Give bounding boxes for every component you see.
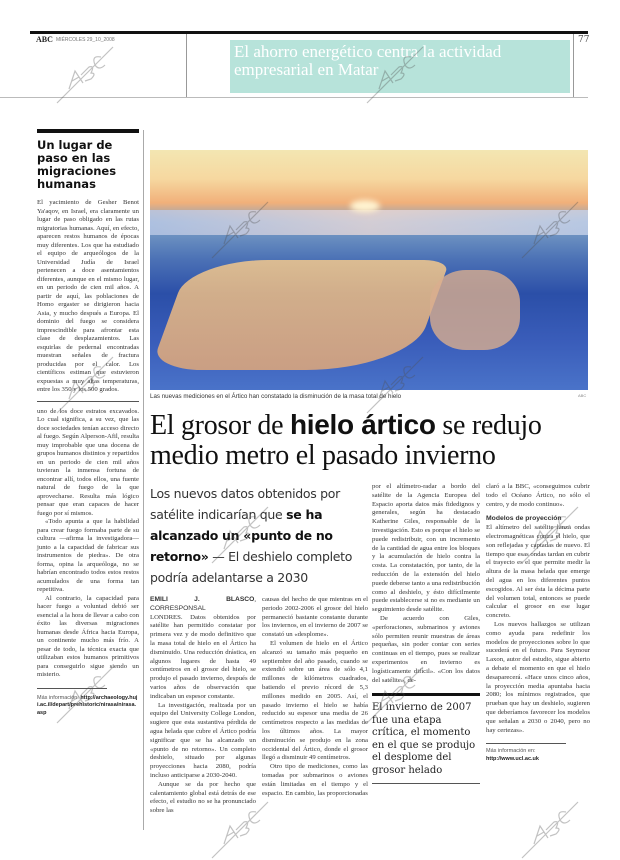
header-rule (30, 31, 588, 34)
melt-water (430, 270, 520, 350)
paragraph: El yacimiento de Gesher Benot Ya'aqov, en Israel, era claramente un lugar de paso obligado en las rutas migratorias humanas. Aquí, en efecto, aparecen restos humanos de épocas muy diferentes. Los que ha estudiado el equipo de arqueólogos de la Universidad Judía de Israel pertenecen a doce asentamientos diferentes, aunque en el mismo lugar, en un periodo de cien mil años. A partir de aquí, las poblaciones de Homo ergaster se dirigieron hacia Asia, y mucho después a Europa. El dominio del fuego se considera imprescindible para afrontar esta clase de desplazamientos. Las esquirlas de pedernal encontradas muestran señales de fractura producidas por el calor. Los científicos estiman que estuvieron expuestas a muy altas temperaturas, entre los 350 y los 500 grados. (37, 199, 139, 393)
sidebar-bar (37, 129, 139, 133)
deck-part: Los nuevos datos obtenidos por satélite indicarían que (150, 486, 340, 522)
paragraph: LONDRES. Datos obtenidos por satélite han permitido constatar por primera vez y de modo definitivo que la masa total de hielo en el Ártico ha disminuido. Una reducción drástica, en algunos lugares de hasta 49 centímetros en el grosor del hielo, se produjo el pasado invierno, después de varios años de observación que indicaban un espesor constante. (150, 613, 256, 700)
pull-quote-bar (372, 693, 480, 696)
paragraph: causas del hecho de que mientras en el periodo 2002-2006 el grosor del hielo permaneció bastante constante durante los inviernos, en el invierno de 2007 se constató un «desplome». (262, 596, 368, 639)
watermark-logo (55, 45, 115, 105)
deck-bold: se ha alcanzado un «punto de no retorno» (150, 507, 333, 564)
more-info (37, 695, 139, 718)
paragraph: El altímetro del satélite lanza ondas electromagnéticas contra el hielo, que son reflejadas y captadas de nuevo. El tiempo que esas ondas tardan en cubrir el trayecto es el que permite medir la altura de la masa helada que emerge del agua en los diferentes puntos escogidos. Al ser ésta la décima parte del volumen total, entonces se puede calcular el grosor en ese lugar concreto. (486, 524, 590, 620)
subheading: Modelos de proyección (486, 515, 562, 523)
paragraph: El volumen de hielo en el Ártico alcanzó su tamaño más pequeño en septiembre del año pasado, cuando se extendió sobre un área de sólo 4,1 millones de kilómetros cuadrados, batiendo el previo récord de 5,3 millones medido en 2005. Así, el pasado invierno el hielo se había reducido su espesor una media de 26 centímetros respecto a las medidas de los últimos años. La mayor disminución se produjo en la zona occidental del Ártico, donde el grosor llegó a disminuir 49 centímetros. (262, 639, 368, 762)
sidebar-body (37, 199, 139, 680)
article-right-columns (372, 483, 590, 816)
pull-quote-text: El invierno de 2007 fue una etapa crítica, el momento en el que se produjo el desplome del grosor helado (372, 702, 476, 776)
article-body (150, 483, 590, 816)
article-left-columns (150, 596, 368, 816)
sidebar-title: Un lugar de paso en las migraciones humanas (37, 138, 117, 191)
article-column-3 (372, 483, 480, 685)
headline-part: El grosor de (150, 410, 290, 441)
more-label: Más información: (37, 694, 79, 701)
more-info (486, 743, 566, 763)
paragraph: Los nuevos hallazgos se utilizan como ayuda para redefinir los modelos de proyecciones sobre lo que sucederá en el futuro. Para Seymour Laxon, autor del estudio, sigue abierto a debate el momento en que el hielo desaparecerá. «Hace unos cinco años, la proyección media apuntaba hacia 2080; los mínimos registrados, que prueban que hay un deshielo, sugieren que deberíamos favorecer los modelos que señalan a 2030 o 2040, pero no hay certezas». (486, 620, 590, 734)
arctic-photo (150, 150, 588, 390)
byline: EMILI J. BLASCO (150, 596, 255, 603)
issue-date: MIÉRCOLES 29_10_2008 (56, 37, 115, 43)
sun (350, 200, 380, 212)
more-label: Más información en: (486, 748, 536, 755)
divider (37, 688, 107, 689)
article (150, 410, 590, 816)
more-link[interactable]: http://www.ucl.ac.uk (486, 755, 539, 762)
article-left (150, 483, 368, 816)
paragraph: Otro tipo de mediciones, como las tomadas por submarinos o aviones están limitadas en el tiempo y el espacio. En cambio, las proporcionadas (262, 763, 368, 797)
more-link[interactable]: http://archaeology.huji.ac.il/depart/prehistoric/nirasa/nirasa.asp (37, 694, 138, 716)
paragraph: Aunque se da por hecho que calentamiento global está detrás de ese efecto, el estudio no se ha pronunciado sobre las (150, 780, 256, 815)
divider (486, 743, 566, 744)
photo-credit: ABC (578, 393, 587, 398)
deck (150, 483, 368, 588)
byline-role: CORRESPONSAL (150, 604, 206, 612)
divider (0, 97, 588, 98)
article-column-3-wrap (372, 483, 480, 816)
melt-water (150, 260, 450, 370)
divider (186, 34, 187, 97)
headline-part: se redujo medio metro el pasado invierno (150, 410, 542, 471)
paragraph: «Todo apunta a que la habilidad para crear fuego formaba parte de su cultura —afirma la investigadora— junto a la capacidad de fabricar sus instrumentos de piedra». De otra forma, opina la arqueóloga, no se habrían encontrado todos estos restos acumulados de una forma tan repetitiva. (37, 518, 139, 593)
ice-horizon (150, 210, 588, 235)
divider (37, 401, 139, 402)
article-column-4 (486, 483, 590, 735)
photo-caption: Las nuevas mediciones en el Ártico han constatado la disminución de la masa total de hielo (150, 393, 402, 400)
paragraph: La investigación, realizada por un equipo del University College London, sugiere que esta sustantiva pérdida de agua helada que cubre el Ártico podría significar que se ha alcanzado un «punto de no retorno». Un completo deshielo, situado por algunas proyecciones hacia 2080, podría incluso anticiparse a 2030-2040. (150, 701, 256, 779)
paragraph: uno de los doce estratos excavados. Lo cual significa, a su vez, que las doce sociedades tenían acceso directo al fuego. Según Alperson-Afil, resulta muy improbable que una docena de grupos humanos distintos y repartidos en un periodo de cien mil años tuvieran la inmensa fortuna de encontrar allí, todos ellos, una fuente natural de fuego de la que aprovecharse. Resulta más lógico pensar que eran capaces de hacer fuego por sí mismos. (37, 407, 139, 517)
paragraph: Al contrario, la capacidad para hacer fuego a voluntad debió ser esencial a la hora de llevar a cabo con éxito las diversas migraciones humanas desde África hacia Europa, un continente mucho más frío. A pesar de todo, la técnica exacta que utilizaban estos humanos primitivos para conseguirlo sigue siendo un misterio. (37, 594, 139, 678)
page-number: 77 (578, 35, 590, 45)
article-column-2 (262, 596, 368, 816)
headline-bold: hielo ártico (289, 409, 436, 440)
brand-logo: ABC (36, 35, 53, 44)
paragraph: por el altímetro-radar a bordo del satélite de la Agencia Europea del Espacio aporta datos más fidedignos y generales, según ha destacado Katherine Giles, responsable de la investigación. Esto es porque el hielo se puede redistribuir, con un incremento de la cantidad de agua entre los bloques y la acumulación de hielo contra la costa. La constatación, por tanto, de la reducción de la extensión del hielo puede deberse tanto a una redistribución como al deshielo, y ésto difícilmente puede establecerse si no es mediante un seguimiento desde satélite. (372, 483, 480, 614)
divider (372, 783, 480, 784)
divider (573, 34, 574, 97)
deck-part: — El deshielo completo podría adelantarse a 2030 (150, 549, 353, 585)
teaser-box[interactable]: El ahorro energético centra la actividad empresarial en Matar (230, 40, 570, 93)
column-divider (143, 130, 144, 830)
paragraph: De acuerdo con Giles, «perforaciones, submarinos y aviones sólo permiten reunir muestras de áreas pequeñas, sin poder contar con series continuas en el tiempo, pues se realizar experimentos en invierno es logísticamente difícil». «Con los datos del satélite», de- (372, 614, 480, 684)
article-column-4-wrap (486, 483, 590, 816)
headline (150, 410, 590, 471)
sidebar (37, 129, 139, 717)
article-column-1: EMILI J. BLASCO, CORRESPONSAL LONDRES. Datos obtenidos por satélite han permitido constatar por primera vez y de modo definitivo que la masa total de hielo en el Ártico ha disminuido. Una reducción drástica, en algunos lugares de hasta 49 centímetros en el grosor del hielo, se produjo el pasado invierno, después de varios años de observación que indicaban un espesor constante. La investigación, realizada por un equipo del University College London, sugiere que esta sustantiva pérdida de agua helada que cubre el Ártico podría significar que se ha alcanzado un «punto de no retorno». Un completo deshielo, situado por algunas proyecciones hacia 2080, podría incluso anticiparse a 2030-2040. Aunque se da por hecho que calentamiento global está detrás de ese efecto, el estudio no se ha pronunciado sobre las (150, 596, 256, 815)
pull-quote (372, 693, 480, 784)
paragraph: claró a la BBC, «conseguimos cubrir todo el Océano Ártico, no sólo el centro, y de modo continuo». (486, 483, 590, 508)
